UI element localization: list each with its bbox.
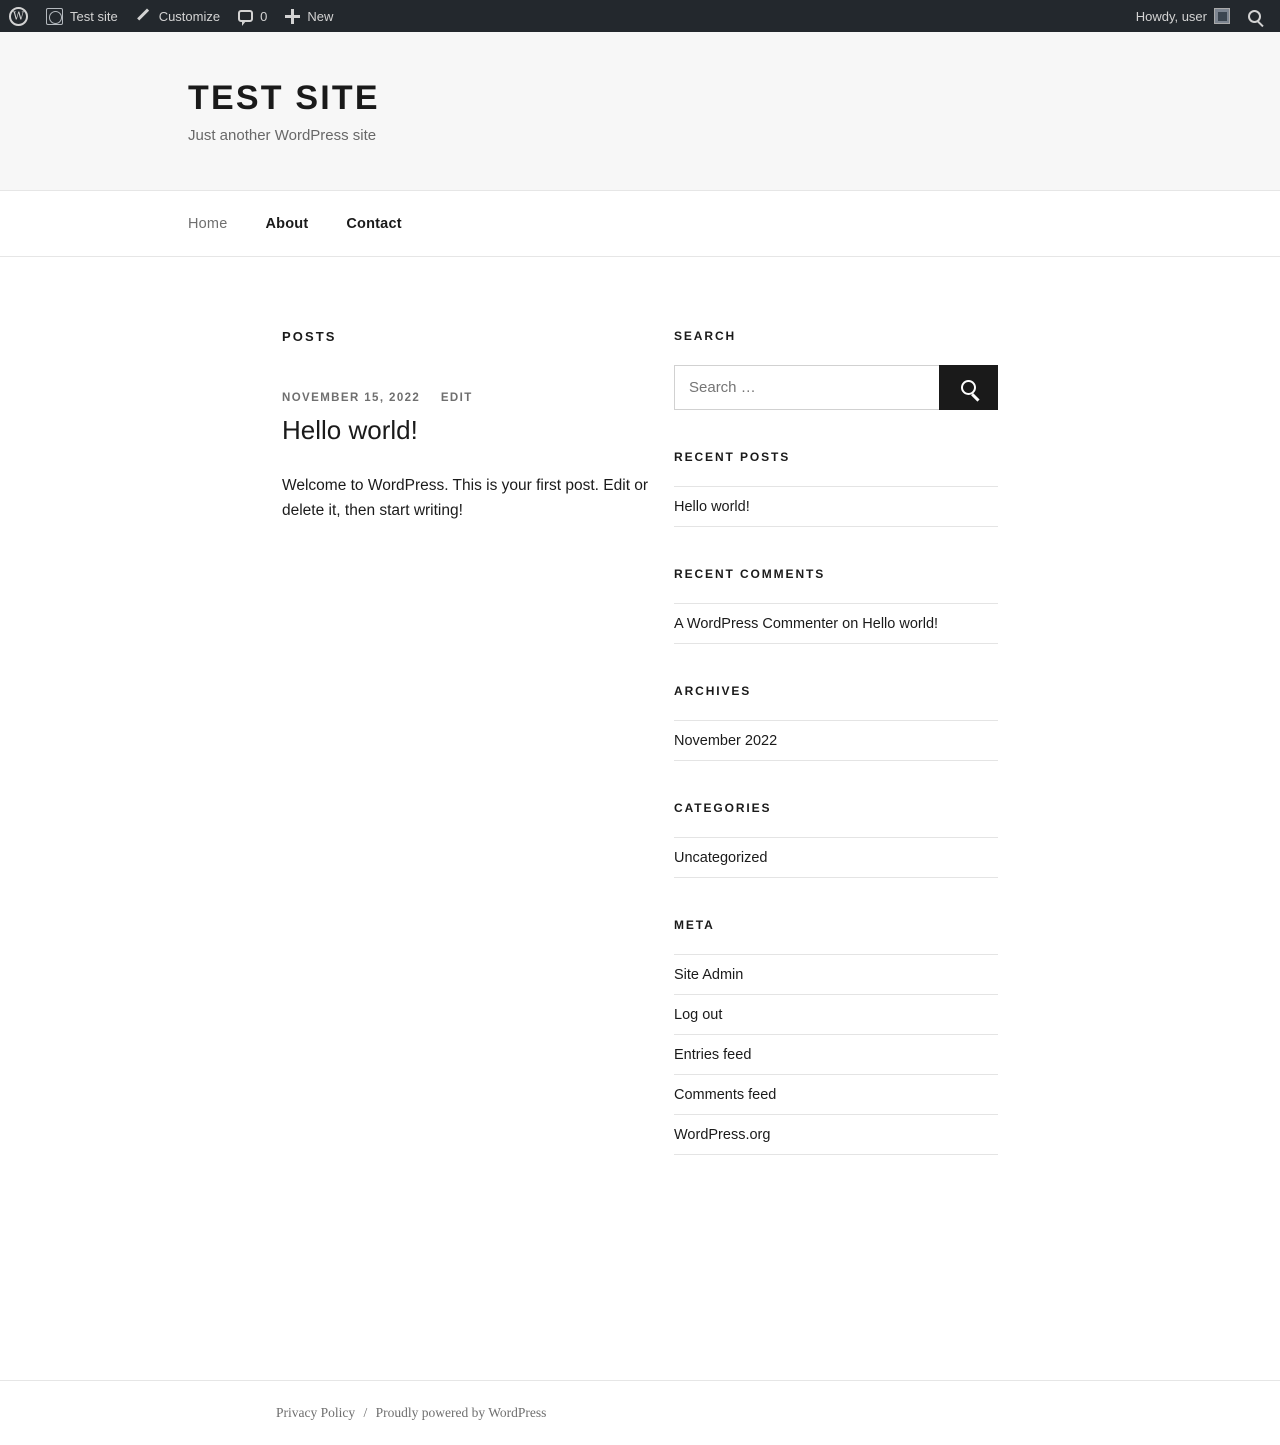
category-link[interactable]: Uncategorized — [674, 850, 768, 867]
footer-separator: / — [363, 1405, 368, 1420]
sidebar — [674, 329, 998, 1195]
adminbar-comments[interactable] — [229, 0, 276, 32]
wordpress-credit-link[interactable]: Proudly powered by WordPress — [375, 1405, 547, 1420]
widget-categories — [674, 801, 998, 878]
meta-link-site-admin[interactable]: Site Admin — [674, 967, 744, 984]
nav-item-contact[interactable] — [327, 216, 420, 232]
admin-bar — [0, 0, 1280, 32]
list-item[interactable] — [674, 1035, 998, 1075]
list-item[interactable] — [674, 1115, 998, 1155]
widget-recent-posts — [674, 450, 998, 527]
widget-recent-comments — [674, 567, 998, 644]
adminbar-site-name[interactable] — [37, 0, 127, 32]
list-item[interactable] — [674, 487, 998, 527]
meta-link-entries-feed[interactable]: Entries feed — [674, 1047, 752, 1064]
post-date-link[interactable]: NOVEMBER 15, 2022 — [282, 392, 421, 405]
nav-item-about[interactable] — [246, 216, 327, 232]
search-icon — [961, 380, 976, 395]
nav-link-home[interactable]: Home — [188, 216, 228, 233]
post-edit-link[interactable]: EDIT — [440, 392, 473, 405]
widget-title-archives: ARCHIVES — [674, 684, 752, 699]
site-header — [0, 32, 1280, 191]
post-title-text: Hello world! — [282, 415, 418, 446]
search-submit-button[interactable] — [939, 365, 998, 410]
nav-list — [0, 191, 1280, 257]
adminbar-wp-logo[interactable] — [0, 0, 37, 32]
post-content — [282, 473, 674, 524]
comment-bubble-icon — [238, 10, 253, 22]
list-item[interactable]: A WordPress Commenter on Hello world! — [674, 604, 998, 644]
search-icon — [1248, 10, 1261, 23]
list-item[interactable] — [674, 721, 998, 761]
site-footer — [0, 1380, 1280, 1445]
pencil-icon — [136, 8, 152, 24]
list-item[interactable] — [674, 995, 998, 1035]
meta-link-wordpress-org[interactable]: WordPress.org — [674, 1127, 771, 1144]
primary-navigation — [0, 191, 1280, 257]
widget-archives — [674, 684, 998, 761]
nav-link-about[interactable]: About — [265, 216, 309, 233]
categories-list — [674, 837, 998, 878]
widget-meta — [674, 918, 998, 1155]
meta-list — [674, 954, 998, 1155]
archive-link[interactable]: November 2022 — [674, 733, 778, 750]
site-description: Just another WordPress site — [188, 127, 377, 145]
widget-title-recent-posts: RECENT POSTS — [674, 450, 791, 465]
meta-link-comments-feed[interactable]: Comments feed — [674, 1087, 777, 1104]
list-item[interactable] — [674, 955, 998, 995]
archives-list — [674, 720, 998, 761]
content-area — [94, 257, 1186, 1195]
widget-search — [674, 329, 998, 410]
main-content — [94, 329, 674, 1195]
adminbar-new-label: New — [307, 8, 334, 24]
avatar — [1214, 8, 1230, 24]
post-body-text: Welcome to WordPress. This is your first post. Edit or delete it, then start writing! — [282, 476, 649, 520]
adminbar-customize[interactable] — [127, 0, 229, 32]
search-input[interactable] — [674, 365, 939, 410]
search-form — [674, 365, 998, 410]
post-article — [282, 392, 674, 524]
plus-icon — [285, 9, 300, 24]
widget-title-search: SEARCH — [674, 329, 737, 344]
post-meta — [282, 392, 674, 404]
adminbar-site-name-label: Test site — [70, 8, 118, 24]
recent-post-link[interactable]: Hello world! — [674, 499, 750, 516]
site-icon — [46, 8, 63, 25]
adminbar-new[interactable] — [276, 0, 342, 32]
widget-title-meta: META — [674, 918, 715, 933]
adminbar-customize-label: Customize — [158, 8, 221, 24]
recent-posts-list — [674, 486, 998, 527]
wordpress-logo-icon — [9, 7, 28, 26]
meta-link-log-out[interactable]: Log out — [674, 1007, 723, 1024]
list-item[interactable] — [674, 1075, 998, 1115]
adminbar-comments-count: 0 — [260, 8, 268, 24]
nav-link-contact[interactable]: Contact — [346, 216, 402, 233]
page-title[interactable]: TEST SITE — [188, 79, 380, 117]
privacy-policy-link[interactable]: Privacy Policy — [276, 1405, 356, 1420]
footer-inner — [94, 1405, 1186, 1421]
adminbar-search-button[interactable] — [1239, 0, 1270, 32]
nav-item-home[interactable] — [188, 216, 246, 232]
adminbar-howdy-label: Howdy, user — [1135, 8, 1207, 24]
recent-comments-list — [674, 603, 998, 644]
adminbar-my-account[interactable] — [1127, 0, 1239, 32]
list-item[interactable] — [674, 838, 998, 878]
widget-title-recent-comments: RECENT COMMENTS — [674, 567, 826, 582]
post-title[interactable] — [282, 414, 674, 447]
widget-title-categories: CATEGORIES — [674, 801, 772, 816]
posts-heading: POSTS — [282, 329, 337, 345]
